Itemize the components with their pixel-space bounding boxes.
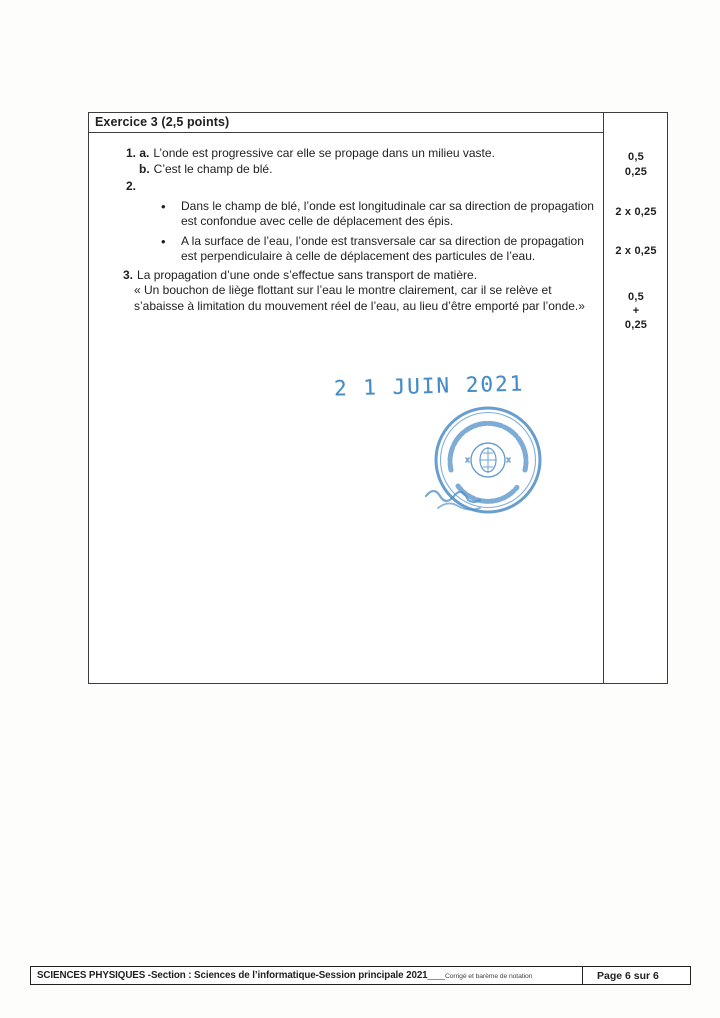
item-marker: 1. a. <box>126 146 150 160</box>
point-value: 2 x 0,25 <box>615 245 657 257</box>
stamp-seal-icon <box>418 398 560 534</box>
footer-separator: ____ <box>427 971 445 980</box>
answer-text: C’est le champ de blé. <box>153 161 273 176</box>
point-value: 0,25 <box>624 319 648 331</box>
answer-quote <box>89 283 603 314</box>
item-marker: 2. <box>126 179 137 193</box>
answer-line <box>89 179 603 195</box>
point-value: 0,25 <box>624 166 648 178</box>
answer-text: L’onde est progressive car elle se propage dans un milieu vaste. <box>153 146 495 160</box>
point-value: 0,5 <box>628 291 644 303</box>
answer-line <box>89 146 603 162</box>
answer-text: « Un bouchon de liège flottant sur l’eau le montre clairement, car il se relève et s’abaisse à limitation du mouvement réel de l’eau, au lieu d’être emporté par l’onde.» <box>134 283 585 313</box>
answer-bullet-item <box>89 234 603 265</box>
exercise-header <box>89 113 603 133</box>
item-marker: 3. <box>123 267 134 282</box>
footer-page-number: Page 6 sur 6 <box>582 967 690 984</box>
footer-title: SCIENCES PHYSIQUES -Section : Sciences de l’informatique-Session principale 2021 <box>37 970 428 981</box>
point-value: 2 x 0,25 <box>615 206 657 218</box>
official-round-stamp <box>418 398 560 534</box>
page-footer <box>30 966 691 985</box>
point-value: 0,5 <box>628 151 644 163</box>
answer-bullet-item <box>89 199 603 230</box>
answer-line <box>89 268 603 284</box>
points-column-divider <box>603 113 604 683</box>
footer-left-cell <box>31 970 582 981</box>
answer-content <box>89 133 603 314</box>
footer-subtitle: Corrigé et barème de notation <box>444 973 533 980</box>
exercise-title: Exercice 3 (2,5 points) <box>95 115 230 129</box>
date-stamp: 2 1 JUIN 2021 <box>333 371 525 401</box>
answer-text: A la surface de l’eau, l’onde est transversale car sa direction de propagation est perpendiculaire à celle de déplacement des particules de l’eau. <box>181 233 584 263</box>
answer-text: La propagation d’une onde s’effectue sans transport de matière. <box>137 267 478 282</box>
item-marker: b. <box>139 161 150 176</box>
answer-text: Dans le champ de blé, l’onde est longitudinale car sa direction de propagation est confondue avec celle de déplacement des épis. <box>181 198 594 228</box>
point-value: + <box>632 305 640 317</box>
answer-line <box>89 162 603 178</box>
